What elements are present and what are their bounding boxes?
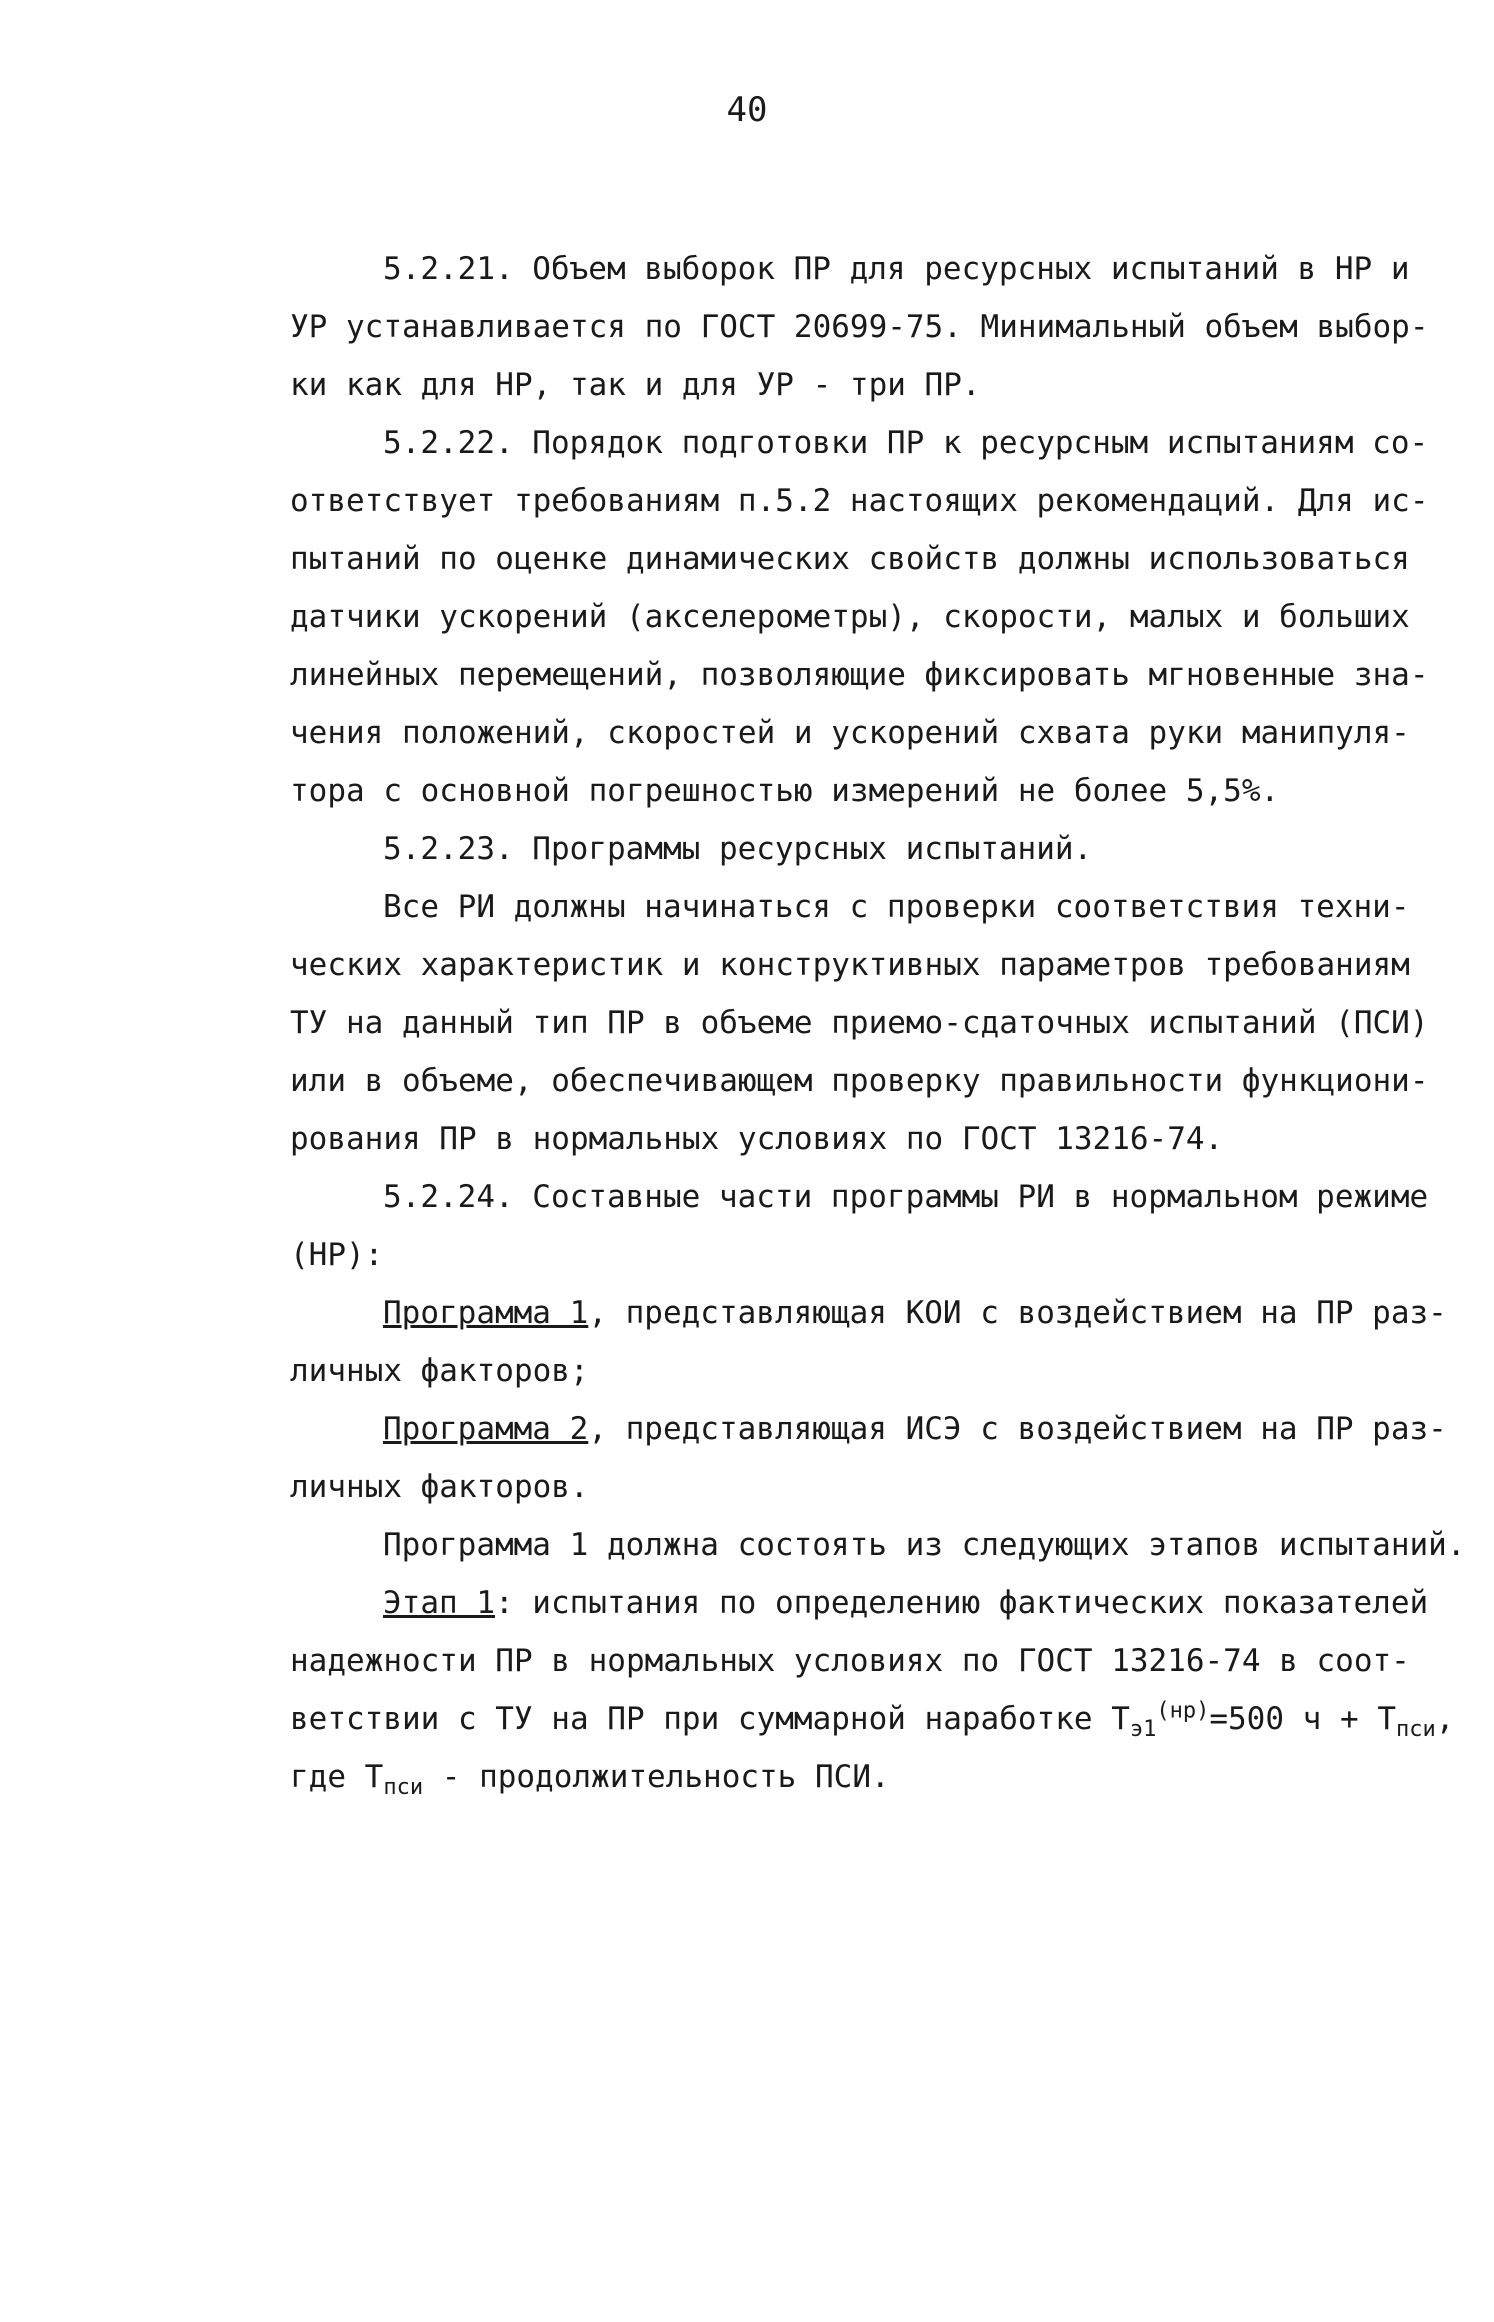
ri-intro-line-4: или в объеме, обеспечивающем проверку правильности функциони- <box>290 1063 1429 1099</box>
clause-5-2-22-line-7: тора с основной погрешностью измерений не более 5,5%. <box>290 773 1280 809</box>
stage-1-line-4 <box>290 1748 1400 1806</box>
program-1-label: Программа 1 <box>383 1295 589 1331</box>
program-2-line-2: личных факторов. <box>290 1469 589 1505</box>
program-1-line-2: личных факторов; <box>290 1353 589 1389</box>
ri-intro-line-5: рования ПР в нормальных условиях по ГОСТ 13216-74. <box>290 1121 1224 1157</box>
stage-1-line-4-end: - продолжительность ПСИ. <box>423 1759 890 1795</box>
program-1-stages-line: Программа 1 должна состоять из следующих этапов испытаний. <box>383 1527 1466 1563</box>
stage-1-line-4-subscript-psi: пси <box>383 1775 424 1801</box>
stage-1-subscript-psi: пси <box>1396 1717 1436 1743</box>
clause-5-2-22-line-6: чения положений, скоростей и ускорений схвата руки манипуля- <box>290 715 1410 751</box>
stage-1-text: : испытания по определению фактических показателей <box>494 1585 1429 1621</box>
page-number: 40 <box>726 90 768 130</box>
stage-1-line-3-end: , <box>1435 1701 1455 1737</box>
program-1-line-1 <box>290 1284 1447 1342</box>
clause-5-2-21-line-2: УР устанавливается по ГОСТ 20699-75. Минимальный объем выбор- <box>290 309 1429 345</box>
stage-1-line-3 <box>290 1690 1455 1748</box>
clause-5-2-24-line-1: 5.2.24. Составные части программы РИ в нормальном режиме <box>383 1179 1429 1215</box>
stage-1-line-4-pre: где Т <box>290 1759 384 1795</box>
stage-1-subscript-e1: э1 <box>1129 1717 1157 1743</box>
clause-5-2-21-line-3: ки как для НР, так и для УР - три ПР. <box>290 367 981 403</box>
document-body <box>290 240 1466 1806</box>
program-1-text: , представляющая КОИ с воздействием на ПР раз- <box>588 1295 1447 1331</box>
program-2-label: Программа 2 <box>383 1411 589 1447</box>
stage-1-line-3-mid: =500 ч + Т <box>1209 1701 1396 1737</box>
clause-5-2-21-line-1: 5.2.21. Объем выборок ПР для ресурсных испытаний в НР и <box>383 251 1410 287</box>
ri-intro-line-2: ческих характеристик и конструктивных параметров требованиям <box>290 947 1410 983</box>
stage-1-line-2: надежности ПР в нормальных условиях по ГОСТ 13216-74 в соот- <box>290 1643 1410 1679</box>
clause-5-2-22-line-3: пытаний по оценке динамических свойств должны использоваться <box>290 541 1410 577</box>
program-2-line-1 <box>290 1400 1447 1458</box>
stage-1-line-3-pre: ветствии с ТУ на ПР при суммарной наработке Т <box>290 1701 1130 1737</box>
clause-5-2-22-line-2: ответствует требованиям п.5.2 настоящих рекомендаций. Для ис- <box>290 483 1429 519</box>
program-2-text: , представляющая ИСЭ с воздействием на ПР раз- <box>588 1411 1447 1447</box>
stage-1-superscript-nr: (нр) <box>1156 1698 1210 1724</box>
stage-1-label: Этап 1 <box>383 1585 495 1621</box>
ri-intro-line-3: ТУ на данный тип ПР в объеме приемо-сдаточных испытаний (ПСИ) <box>290 1005 1429 1041</box>
clause-5-2-23-heading: 5.2.23. Программы ресурсных испытаний. <box>383 831 1093 867</box>
clause-5-2-22-line-4: датчики ускорений (акселерометры), скорости, малых и больших <box>290 599 1410 635</box>
clause-5-2-22-line-1: 5.2.22. Порядок подготовки ПР к ресурсным испытаниям со- <box>383 425 1429 461</box>
clause-5-2-24-line-2: (НР): <box>290 1237 384 1273</box>
stage-1-line-1 <box>290 1574 1429 1632</box>
clause-5-2-22-line-5: линейных перемещений, позволяющие фиксировать мгновенные зна- <box>290 657 1429 693</box>
ri-intro-line-1: Все РИ должны начинаться с проверки соответствия техни- <box>383 889 1410 925</box>
